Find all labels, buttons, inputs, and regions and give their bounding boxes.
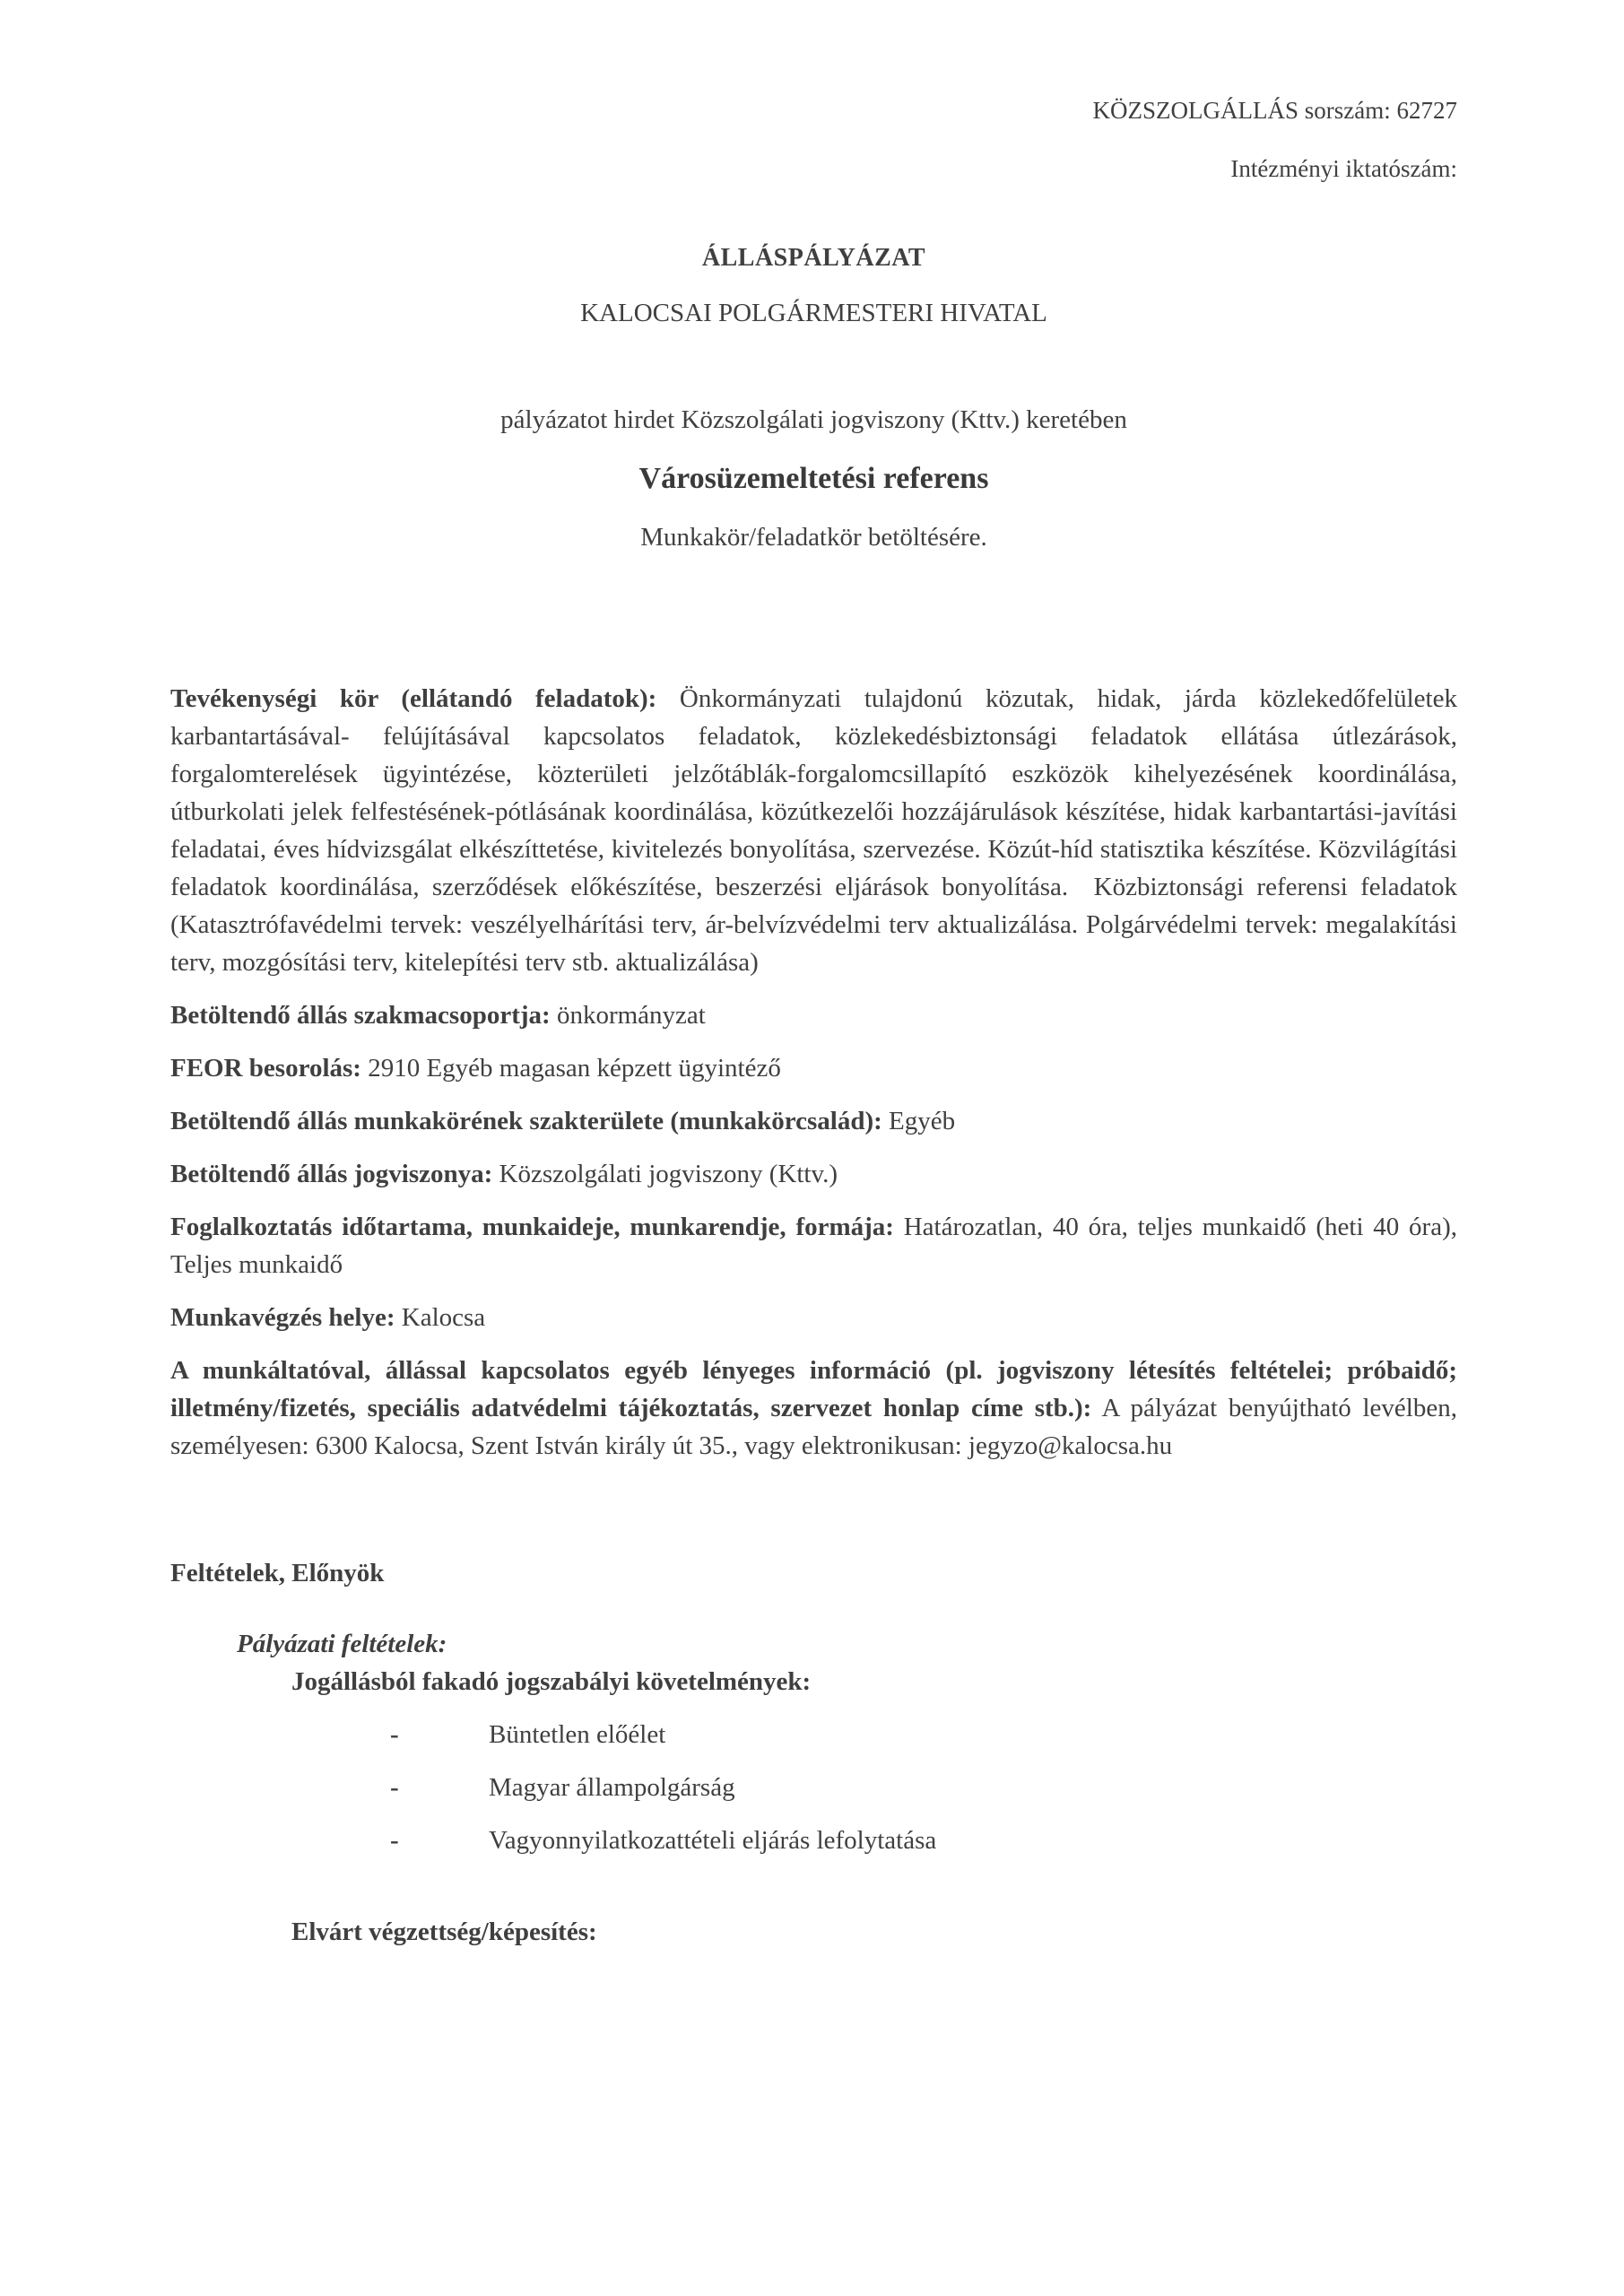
bullet-text: Magyar állampolgárság [489,1773,735,1802]
field-value: 2910 Egyéb magasan képzett ügyintéző [360,1054,781,1083]
org-name: KALOCSAI POLGÁRMESTERI HIVATAL [580,299,1047,327]
field-label: A munkáltatóval, állással kapcsolatos egyéb lényeges információ (pl. jogviszony létesítés feltételei; próbaidő; illetmény/fizetés, speciális adatvédelmi tájékoztatás, szervezet honlap címe stb.): [170,1356,1457,1422]
header-registry-line: Intézményi iktatószám: [1230,155,1457,182]
email-text: jegyzo@kalocsa.hu [968,1431,1173,1460]
field-value: önkormányzat [550,1001,706,1030]
field-szakterulet [170,1102,1457,1140]
group-title-jogallas: Jogállásból fakadó jogszabályi követelmények: [291,1667,812,1696]
header-serial-line: KÖZSZOLGÁLLÁS sorszám: 62727 [1092,97,1457,124]
duties-label: Tevékenységi kör (ellátandó feladatok): [170,684,657,713]
duties-text: Önkormányzati tulajdonú közutak, hidak, járda közlekedőfelületek karbantartásával- felújításával kapcsolatos feladatok, közlekedésbiztonsági feladatok ellátása útlezárások, forgalomterelések ügyintézése, közterületi jelzőtáblák-forgalomcsillapító eszközök kihelyezésének koordinálása, útburkolati jelek felfestésének-pótlásának koordinálása, közútkezelői hozzájárulások készítése, hidak karbantartási-javítási feladatai, éves hídvizsgálat elkészíttetése, kivitelezés bonyolítása, szervezése. Közút-híd statisztika készítése. Közvilágítási feladatok koordinálása, szerződések előkészítése, beszerzési eljárások bonyolítása. Közbiztonsági referensi feladatok (Katasztrófavédelmi tervek: veszélyelhárítási terv, ár-belvízvédelmi terv aktualizálása. Polgárvédelmi tervek: megalakítási terv, mozgósítási terv, kitelepítési terv stb. aktualizálása) [170,684,1464,977]
subtitle-line: Munkakör/feladatkör betöltésére. [640,523,987,552]
heading-elvart-vegzettseg: Elvárt végzettség/képesítés: [291,1918,597,1946]
field-value: Kalocsa [395,1303,486,1332]
bullet-item [170,1822,1457,1859]
bullet-dash: - [390,1773,399,1802]
bullet-text: Vagyonnyilatkozattételi eljárás lefolytatása [489,1826,937,1855]
field-jogviszony [170,1155,1457,1193]
field-label: Betöltendő állás jogviszonya: [170,1160,493,1188]
bullet-dash: - [390,1720,399,1749]
bullet-item [170,1716,1457,1753]
field-value: Közszolgálati jogviszony (Kttv.) [492,1160,838,1188]
announcement-line: pályázatot hirdet Közszolgálati jogviszony (Kttv.) keretében [500,405,1127,434]
bullet-dash: - [390,1826,399,1855]
field-label: FEOR besorolás: [170,1054,361,1083]
field-value: A pályázat benyújtható levélben, személyesen: 6300 Kalocsa, Szent István király út 35., vagy elektronikusan: [170,1394,1457,1460]
section-title-feltetelek: Feltételek, Előnyök [170,1559,385,1587]
duties-paragraph [170,680,1464,981]
subsection-palyazati-feltetelek: Pályázati feltételek: [237,1630,447,1658]
field-label: Betöltendő állás szakmacsoportja: [170,1001,551,1030]
field-value: Határozatlan, 40 óra, teljes munkaidő (heti 40 óra), Teljes munkaidő [170,1213,1457,1279]
field-foglalkoztatas [170,1208,1457,1283]
field-value: Egyéb [881,1107,956,1135]
field-label: Foglalkoztatás időtartama, munkaideje, munkarendje, formája: [170,1213,894,1241]
field-szakmacsoport [170,996,1457,1034]
doc-type-title: ÁLLÁSPÁLYÁZAT [701,244,926,272]
field-munkavegzes-helye [170,1299,1457,1336]
bullet-item [170,1769,1457,1806]
position-title: Városüzemeltetési referens [638,462,989,495]
field-feor [170,1049,1457,1087]
field-label: Munkavégzés helye: [170,1303,395,1332]
field-label: Betöltendő állás munkakörének szakterülete (munkakörcsalád): [170,1107,882,1135]
field-egyeb-informacio [170,1352,1457,1465]
bullet-text: Büntetlen előélet [489,1720,666,1749]
